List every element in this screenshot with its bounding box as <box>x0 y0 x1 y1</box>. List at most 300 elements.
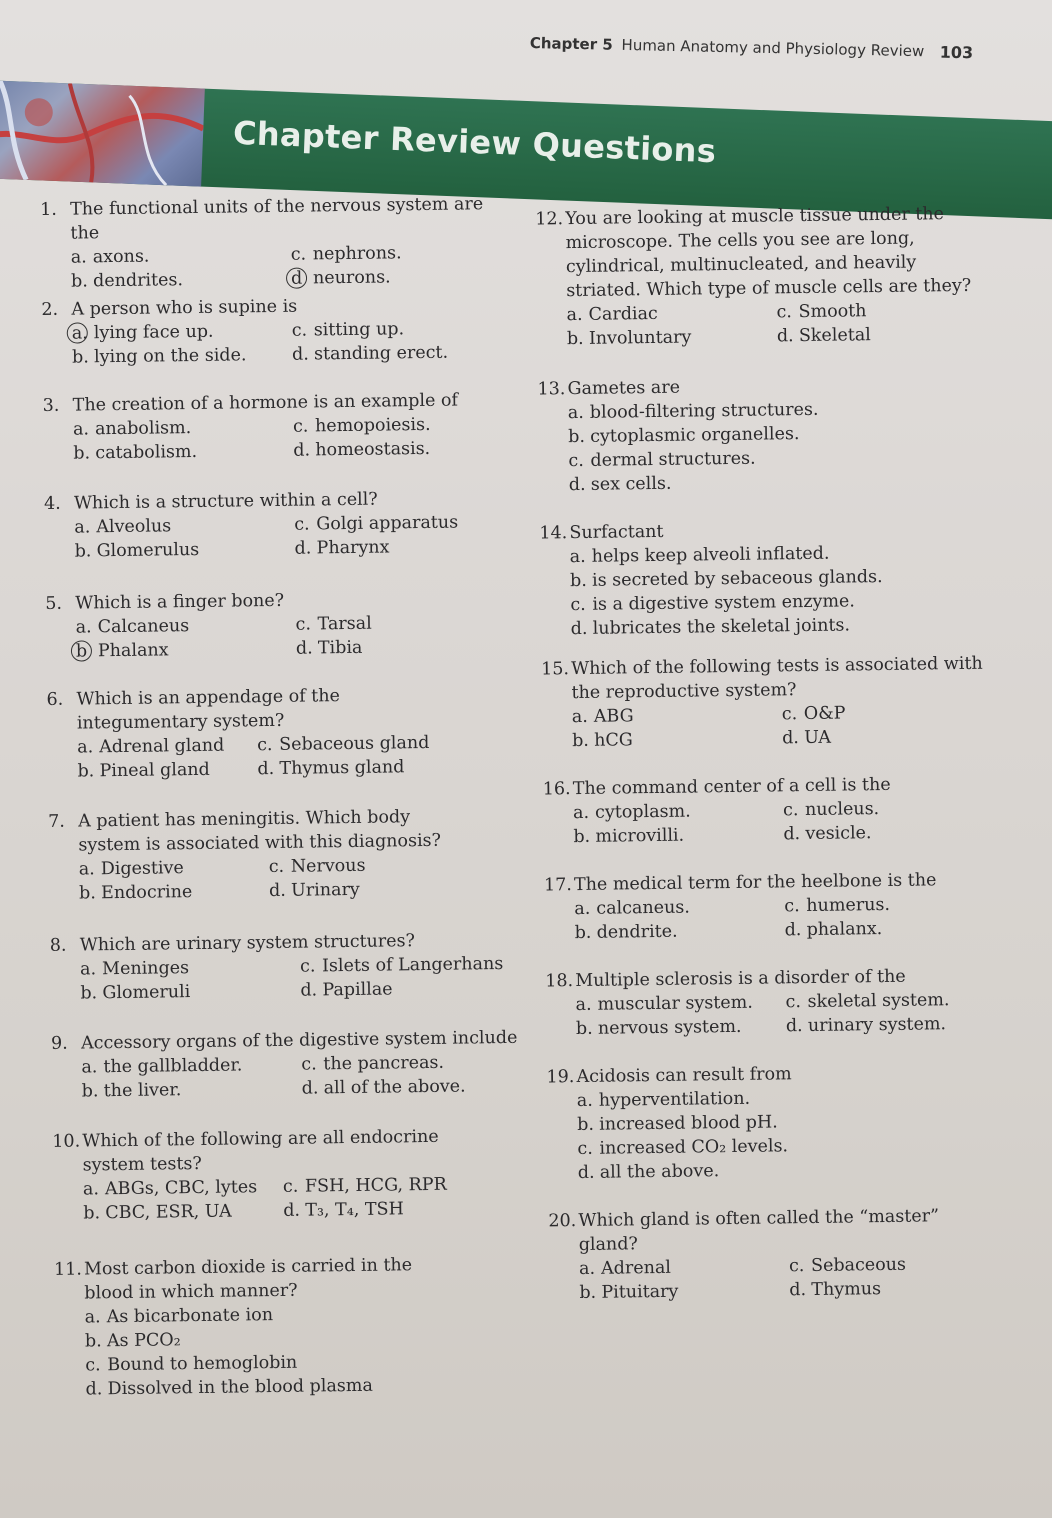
question-number: 6. <box>46 689 64 710</box>
option-letter: b. <box>80 983 98 1004</box>
option-letter: a. <box>81 1057 98 1078</box>
option-letter: a. <box>569 546 586 568</box>
answer-option <box>301 1050 521 1077</box>
option-letter: d. <box>789 1280 807 1301</box>
question-4 <box>44 486 515 564</box>
answer-options <box>81 1050 522 1104</box>
answer-option <box>83 1199 283 1226</box>
option-text: hyperventilation. <box>598 1088 751 1111</box>
option-letter: d. <box>85 1379 103 1400</box>
answer-option <box>72 319 292 346</box>
option-letter: c. <box>776 302 793 323</box>
question-text: The functional units of the nervous system are the <box>70 194 484 244</box>
answer-option <box>573 798 783 825</box>
option-letter: d. <box>570 618 588 640</box>
option-text: ABG <box>593 706 634 727</box>
question-text: Which is a finger bone? <box>75 590 285 614</box>
option-letter: c. <box>257 735 273 756</box>
option-text: As PCO₂ <box>106 1330 181 1352</box>
question-columns <box>40 185 1046 1428</box>
option-letter: d. <box>784 920 802 941</box>
option-text: skeletal system. <box>807 990 950 1013</box>
option-text: dendrite. <box>596 921 678 943</box>
option-text: Smooth <box>798 301 867 323</box>
answer-option <box>269 853 459 879</box>
option-text: blood-filtering structures. <box>589 399 819 423</box>
answer-option <box>777 322 987 349</box>
option-letter: a. <box>84 1307 101 1328</box>
option-letter: c. <box>268 856 285 878</box>
question-stem <box>52 1124 483 1178</box>
option-text: lubricates the skeletal joints. <box>592 615 851 639</box>
option-letter: d. <box>257 758 275 780</box>
option-letter: d. <box>783 824 801 845</box>
answer-option <box>295 610 515 637</box>
question-text: A person who is supine is <box>71 296 298 320</box>
anatomy-illustration <box>0 80 205 187</box>
answer-option <box>81 1053 301 1080</box>
option-letter: b. <box>74 541 92 562</box>
answer-option <box>579 1254 789 1281</box>
answer-options <box>572 700 993 753</box>
answer-option <box>79 879 269 905</box>
answer-option <box>292 340 512 367</box>
answer-option <box>83 1175 283 1202</box>
option-text: Golgi apparatus <box>316 512 459 535</box>
question-number: 15. <box>541 659 570 680</box>
option-letter: a. <box>572 802 590 824</box>
answer-option <box>80 979 300 1006</box>
option-letter: b. <box>579 1282 597 1304</box>
answer-options <box>72 316 513 370</box>
circled-option-letter: d <box>291 266 313 290</box>
option-text: As bicarbonate ion <box>106 1305 274 1328</box>
question-text: Which of the following are all endocrine system tests? <box>82 1126 439 1176</box>
option-letter: c. <box>781 704 798 725</box>
chapter-label: Chapter 5 <box>529 34 613 54</box>
option-text: Islets of Langerhans <box>321 954 504 977</box>
option-letter: c. <box>295 614 312 635</box>
answer-option <box>73 415 293 442</box>
option-text: Tibia <box>317 637 363 659</box>
answer-option <box>293 412 513 439</box>
question-6 <box>46 683 437 784</box>
question-text: Which gland is often called the “master” gland? <box>578 1206 940 1256</box>
option-letter: a. <box>574 898 591 920</box>
question-9 <box>51 1026 522 1104</box>
question-number: 13. <box>537 379 566 400</box>
option-letter: d. <box>785 1016 803 1037</box>
option-text: CBC, ESR, UA <box>105 1201 232 1224</box>
option-text: the pancreas. <box>323 1052 445 1075</box>
option-text: the liver. <box>103 1080 182 1102</box>
option-letter: a. <box>571 706 588 728</box>
answer-option <box>571 612 991 641</box>
question-number: 10. <box>52 1131 81 1152</box>
answer-option <box>74 513 294 540</box>
answer-option <box>283 1172 483 1199</box>
option-letter: b. <box>77 761 95 782</box>
option-letter: d. <box>782 728 800 749</box>
option-text: nephrons. <box>312 243 402 265</box>
question-1 <box>40 192 511 294</box>
option-letter: b. <box>71 347 89 368</box>
answer-options <box>83 1172 484 1225</box>
answer-option <box>776 298 986 325</box>
option-letter: a. <box>575 994 592 1016</box>
chapter-title: Human Anatomy and Physiology Review <box>621 35 925 61</box>
option-letter: d. <box>301 1078 319 1099</box>
option-letter: a. <box>82 1179 100 1200</box>
option-letter: c. <box>568 450 584 472</box>
answer-options <box>85 1301 456 1402</box>
option-text: Glomeruli <box>102 982 191 1004</box>
answer-option <box>789 1252 999 1279</box>
question-number: 16. <box>542 779 571 800</box>
question-text: Most carbon dioxide is carried in the blood in which manner? <box>83 1255 413 1304</box>
option-letter: c. <box>301 1054 317 1075</box>
question-stem <box>548 1204 999 1258</box>
option-text: hCG <box>594 730 633 751</box>
option-letter: a. <box>578 1258 596 1280</box>
option-text: Tarsal <box>317 613 372 635</box>
question-number: 2. <box>41 299 59 320</box>
answer-option <box>294 510 514 537</box>
option-letter: c. <box>282 1176 299 1197</box>
option-letter: d. <box>300 980 318 1001</box>
option-text: Adrenal <box>600 1257 672 1279</box>
question-text: The creation of a hormone is an example of <box>72 390 459 416</box>
question-text: Which is an appendage of the integumentary system? <box>76 686 341 734</box>
option-letter: c. <box>299 956 316 977</box>
answer-option <box>783 820 993 847</box>
option-text: Digestive <box>100 858 184 880</box>
option-letter: d. <box>776 326 794 347</box>
question-7 <box>48 805 459 906</box>
option-letter: a. <box>567 402 584 424</box>
answer-option <box>579 1278 789 1305</box>
option-letter: b. <box>73 443 91 464</box>
option-letter: c. <box>782 800 799 821</box>
option-text: axons. <box>92 246 150 268</box>
option-letter: b. <box>568 426 586 448</box>
option-text: nervous system. <box>597 1016 742 1039</box>
answer-options <box>74 510 515 564</box>
answer-options <box>575 988 996 1041</box>
question-number: 14. <box>539 523 568 544</box>
question-text: Which are urinary system structures? <box>79 931 416 956</box>
answer-option <box>573 822 783 849</box>
answer-option <box>76 637 296 664</box>
answer-option <box>569 468 989 497</box>
question-number: 5. <box>45 593 63 614</box>
answer-option <box>300 976 520 1003</box>
option-text: all the above. <box>599 1161 720 1183</box>
running-head <box>530 34 1030 62</box>
answer-options <box>573 796 994 849</box>
option-text: is a digestive system enzyme. <box>592 591 856 615</box>
answer-option <box>294 534 514 561</box>
option-text: T₃, T₄, TSH <box>305 1199 404 1221</box>
option-text: increased CO₂ levels. <box>599 1136 789 1159</box>
option-text: Urinary <box>290 879 360 901</box>
answer-option <box>784 892 994 919</box>
option-letter: d. <box>291 344 309 365</box>
option-letter: c. <box>577 1138 593 1160</box>
answer-option <box>578 1156 998 1185</box>
question-17 <box>544 868 995 946</box>
answer-option <box>85 1373 455 1402</box>
circled-option-letter: b <box>76 639 98 663</box>
answer-option <box>789 1276 999 1303</box>
question-2 <box>41 292 512 370</box>
question-5 <box>45 586 516 664</box>
answer-option <box>296 634 516 661</box>
option-text: Bound to hemoglobin <box>107 1352 298 1376</box>
option-text: cytoplasm. <box>594 801 691 823</box>
answer-option <box>291 264 511 291</box>
answer-option <box>786 1012 996 1039</box>
option-letter: c. <box>785 992 802 1013</box>
answer-option <box>572 726 782 753</box>
option-text: ABGs, CBC, lytes <box>104 1177 258 1200</box>
option-letter: c. <box>291 320 308 341</box>
option-text: humerus. <box>806 894 891 917</box>
circled-option-letter: a. <box>72 321 94 345</box>
option-text: Adrenal gland <box>99 735 225 758</box>
option-text: Involuntary <box>588 327 692 349</box>
question-number: 17. <box>543 875 573 896</box>
option-text: Pineal gland <box>99 759 210 782</box>
option-text: vesicle. <box>805 823 872 845</box>
option-text: cytoplasmic organelles. <box>590 424 800 447</box>
option-letter: d. <box>295 638 313 659</box>
option-text: homeostasis. <box>315 438 431 461</box>
option-letter: c. <box>570 594 586 616</box>
answer-option <box>80 955 300 982</box>
question-13 <box>537 372 989 498</box>
option-letter: d. <box>294 538 312 559</box>
answer-option <box>293 436 513 463</box>
question-number: 11. <box>53 1259 83 1280</box>
option-text: the gallbladder. <box>103 1055 243 1078</box>
option-text: dermal structures. <box>590 448 756 471</box>
option-text: lying on the side. <box>93 345 247 368</box>
question-text: The medical term for the heelbone is the <box>573 870 937 896</box>
answer-option <box>72 343 292 370</box>
option-letter: c. <box>85 1355 101 1376</box>
answer-option <box>567 324 777 351</box>
question-16 <box>543 772 994 850</box>
answer-option <box>575 990 785 1017</box>
option-text: Alveolus <box>96 516 172 538</box>
option-text: Pituitary <box>601 1281 679 1303</box>
question-11 <box>54 1253 456 1402</box>
question-stem <box>40 192 511 246</box>
option-letter: c. <box>788 1256 805 1277</box>
option-text: Calcaneus <box>97 616 190 638</box>
question-15 <box>541 652 992 754</box>
option-text: catabolism. <box>95 441 198 464</box>
option-text: phalanx. <box>806 919 883 941</box>
answer-option <box>291 240 511 267</box>
question-number: 9. <box>50 1033 68 1054</box>
answer-option <box>269 877 459 903</box>
option-text: Papillae <box>322 979 393 1001</box>
answer-options <box>574 892 995 945</box>
answer-option <box>783 796 993 823</box>
question-3 <box>43 388 514 466</box>
answer-options <box>79 853 460 906</box>
option-letter: d. <box>293 440 311 461</box>
option-text: Phalanx <box>97 640 169 662</box>
answer-option <box>74 537 294 564</box>
option-letter: b. <box>78 883 97 904</box>
question-number: 3. <box>42 395 60 416</box>
question-number: 12. <box>535 209 564 230</box>
option-text: lying face up. <box>93 321 214 344</box>
option-letter: c. <box>294 514 310 535</box>
answer-option <box>73 439 293 466</box>
answer-option <box>77 757 257 783</box>
option-text: calcaneus. <box>596 897 690 919</box>
option-letter: a. <box>77 737 94 758</box>
section-title: Chapter Review Questions <box>232 113 717 171</box>
option-letter: b. <box>84 1331 102 1352</box>
answer-option <box>257 755 437 781</box>
answer-options <box>577 1084 998 1185</box>
option-text: Skeletal <box>798 325 871 347</box>
question-19 <box>546 1060 998 1186</box>
option-letter: b. <box>81 1081 99 1102</box>
answer-options <box>77 731 438 784</box>
question-14 <box>539 516 991 642</box>
question-18 <box>545 964 996 1042</box>
option-text: nucleus. <box>804 799 880 821</box>
option-letter: a. <box>78 859 95 880</box>
option-letter: d. <box>268 880 286 902</box>
option-letter: c. <box>292 416 309 437</box>
question-text: A patient has meningitis. Which body system is associated with this diagnosis? <box>78 807 442 856</box>
question-text: You are looking at muscle tissue under the microscope. The cells you see are long, cylindrical, multinucleated, and heavily striated. Which type of muscle cells are they? <box>565 204 972 302</box>
answer-options <box>75 610 516 664</box>
option-letter: b. <box>572 730 590 752</box>
option-text: Dissolved in the blood plasma <box>107 1375 373 1400</box>
answer-options <box>80 952 521 1006</box>
option-letter: b. <box>70 271 88 292</box>
option-letter: c. <box>290 244 307 265</box>
option-letter: a. <box>79 959 97 980</box>
option-text: Meninges <box>101 958 190 980</box>
question-stem <box>46 683 437 736</box>
question-number: 18. <box>545 971 574 992</box>
answer-option <box>574 894 784 921</box>
question-number: 20. <box>548 1211 577 1232</box>
option-letter: a. <box>576 1090 593 1112</box>
option-text: sitting up. <box>313 319 405 341</box>
answer-option <box>257 731 437 757</box>
answer-option <box>782 700 992 727</box>
answer-option <box>302 1074 522 1101</box>
option-letter: b. <box>577 1114 595 1136</box>
option-text: Thymus gland <box>279 757 405 779</box>
option-text: muscular system. <box>597 992 754 1015</box>
option-letter: d. <box>283 1200 301 1221</box>
option-text: Sebaceous gland <box>279 732 430 755</box>
question-text: Which of the following tests is associated with the reproductive system? <box>571 653 983 704</box>
answer-options <box>73 412 514 466</box>
answer-options <box>566 298 987 351</box>
option-text: O&P <box>803 703 846 725</box>
option-text: Thymus <box>811 1279 882 1300</box>
option-letter: a. <box>75 617 92 638</box>
answer-option <box>77 733 257 759</box>
answer-option <box>82 1077 302 1104</box>
option-letter: b. <box>573 826 591 848</box>
option-letter: b. <box>575 1018 593 1040</box>
question-20 <box>548 1204 999 1306</box>
option-letter: d. <box>577 1162 595 1184</box>
option-letter: a. <box>70 247 87 268</box>
option-letter: d. <box>568 474 586 496</box>
option-text: anabolism. <box>94 418 192 440</box>
answer-options <box>568 396 989 497</box>
answer-options <box>579 1252 1000 1305</box>
question-text: Multiple sclerosis is a disorder of the <box>575 966 906 992</box>
option-letter: b. <box>569 570 587 592</box>
answer-option <box>575 918 785 945</box>
option-text: UA <box>804 727 832 749</box>
answer-option <box>572 702 782 729</box>
question-stem <box>541 652 992 706</box>
answer-option <box>71 243 291 270</box>
left-column <box>40 192 518 1400</box>
question-stem <box>535 202 986 304</box>
option-text: neurons. <box>312 267 391 289</box>
question-text: Surfactant <box>569 521 664 544</box>
question-10 <box>52 1124 483 1226</box>
answer-option <box>576 1014 786 1041</box>
option-text: is secreted by sebaceous glands. <box>591 567 883 591</box>
answer-option <box>292 316 512 343</box>
question-number: 1. <box>40 199 57 220</box>
option-text: dendrites. <box>92 270 184 292</box>
option-text: urinary system. <box>807 1014 947 1037</box>
question-stem <box>54 1253 455 1306</box>
option-text: increased blood pH. <box>599 1112 778 1135</box>
question-text: Which is a structure within a cell? <box>73 489 378 514</box>
answer-option <box>71 267 291 294</box>
option-text: standing erect. <box>313 342 449 365</box>
answer-options <box>71 240 512 294</box>
option-text: FSH, HCG, RPR <box>304 1174 447 1197</box>
option-letter: a. <box>74 517 91 538</box>
question-text: Acidosis can result from <box>576 1064 792 1088</box>
option-text: all of the above. <box>323 1076 466 1099</box>
question-stem <box>48 805 459 858</box>
question-text: The command center of a cell is the <box>572 774 891 800</box>
answer-option <box>784 916 994 943</box>
option-text: Nervous <box>290 855 366 877</box>
answer-option <box>79 855 269 881</box>
page-number: 103 <box>939 42 974 63</box>
option-letter: b. <box>574 922 592 944</box>
question-12 <box>535 202 987 352</box>
option-text: Pharynx <box>316 537 390 559</box>
answer-option <box>785 988 995 1015</box>
option-text: Cardiac <box>588 303 658 325</box>
option-text: Sebaceous <box>810 1254 907 1276</box>
